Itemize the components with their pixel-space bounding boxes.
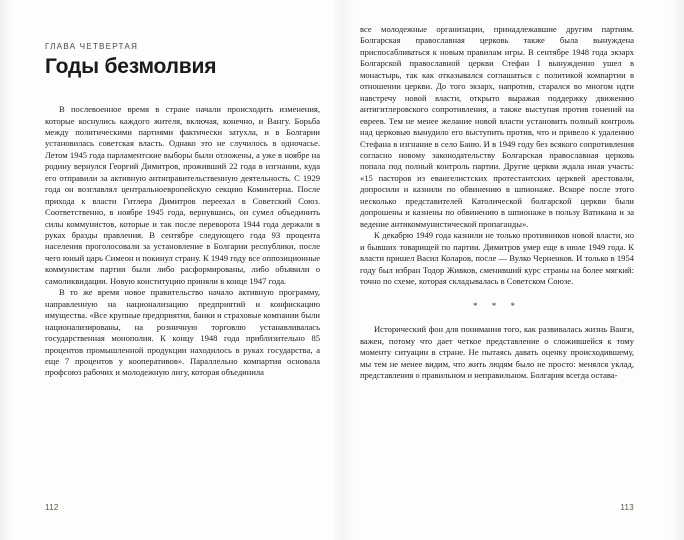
page-number-right: 113: [620, 503, 634, 512]
paragraph: В послевоенное время в стране начали происходить изменения, которые коснулись каждого жителя, включая, конечно, и Вангу. Борьба между политическими партиями фактически затухла, и в Болгарии установилась советская власть. Однако это не случилось в одночасье. Летом 1945 года парламентские выборы были отложены, а уже в ноябре на родину вернулся Георгий Димитров, проживший 22 года в изгнании, куда его отправили за активную антиправительственную деятельность. С 1929 года он возглавлял центральноевропейскую секцию Коминтерна. После прихода к власти Гитлера Димитров переехал в Советский Союз. Соответственно, в ноябре 1945 года, вернувшись, он сумел объединить силы коммунистов, которые и так после переворота 1944 года держали в руках бразды правления. В сентябре следующего года 93 процента населения проголосовали за установление в Болгарии республики, после чего юный царь Симеон и покинул страну. К 1949 году все оппозиционные коммунистам партии были либо расформированы, либо объявили о самоликвидации. Новую конституцию приняли в конце 1947 года.: [45, 104, 320, 286]
paragraph: К декабрю 1949 года казнили не только противников новой власти, но и бывших товарищей по партии. Димитров умер еще в июле 1949 года. К власти пришел Васил Коларов, после — Вулко Черненков. И только в 1954 году был избран Тодор Живков, сменивший курс страны на более мягкий: точно по схеме, которая складывалась в Советском Союзе.: [360, 230, 634, 286]
paragraph: Исторический фон для понимания того, как развивалась жизнь Ванги, важен, потому что дает четкое представление о сложившейся к тому моменту ситуации в стране. Не пытаясь давать оценку происходившему, мы тем не менее видим, что жить людям было не просто: менялся уклад, представления о правильном и неправильном. Болгария всегда остава-: [360, 324, 634, 381]
paragraph: все молодежные организации, принадлежавшие другим партиям. Болгарская православная церковь также была вынуждена приспосабливаться к новым правилам игры. В сентябре 1948 года экзарх Болгарской православной церкви Стефан I вынужденно ушел в монастырь, так как отказывался соглашаться с политикой компартии в отношении церкви. До того экзарх, напротив, старался во многом идти навстречу новой власти, открыто выражая поддержку движению антигитлеровского сопротивления, а также выступая против гонений на евреев. Тем не менее желание новой власти установить полный контроль над церковью вынудило его выступить против, что и привело к удалению Стефана в изгнание в село Баню. И в 1949 году без всякого сопротивления согласно новому законодательству Болгарская православная церковь попала под полный контроль партии. Другие церкви ждала иная участь: «15 пасторов из евангелистских протестантских церквей арестовали, допросили и казнили по обвинению в шпионаже. Вскоре после этого несколько представителей Католической болгарской церкви были допрошены и казнены по обвинению в шпионаже в пользу Ватикана и за ведение антикоммунистической пропаганды».: [360, 24, 634, 229]
chapter-kicker: ГЛАВА ЧЕТВЕРТАЯ: [45, 42, 139, 51]
paragraph: В то же время новое правительство начало активную программу, направленную на национализацию предприятий и конфискацию имущества. «Все крупные предприятия, банки и страховые компании были национализированы, на розничную торговлю устанавливалась государственная монополия. К концу 1948 года приблизительно 85 процентов промышленной продукции находилось в руках государства, а еще 7 процентов у кооперативов». Параллельно компартия основала профсоюз рабочих и молодежную лигу, которая объединила: [45, 287, 320, 378]
section-divider: * * *: [473, 301, 521, 312]
chapter-heading: [45, 0, 320, 78]
page-right: [342, 0, 684, 540]
left-column-body: [45, 104, 320, 379]
page-number-left: 112: [45, 503, 59, 512]
right-column-body: [360, 0, 634, 382]
chapter-title: Годы безмолвия: [45, 55, 217, 78]
